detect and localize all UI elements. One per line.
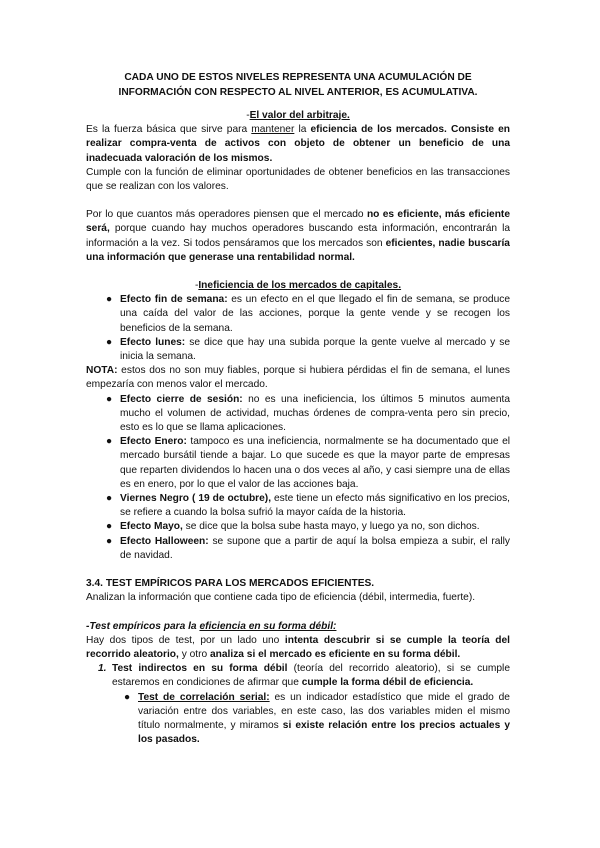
page-title: CADA UNO DE ESTOS NIVELES REPRESENTA UNA ACUMULACIÓN DE INFORMACIÓN CON RESPECTO AL NIVEL ANTERIOR, ES ACUMULATIVA. [118, 72, 478, 98]
arbitraje-heading-text: El valor del arbitraje. [249, 110, 350, 121]
nota-paragraph [86, 364, 510, 392]
item-text: es un efecto en el que llegado el fin de semana, se produce una caída del valor de las acciones, porque la gente vende y se recogen los beneficios de la semana. [120, 294, 510, 334]
item-label: Efecto Halloween: [120, 535, 209, 547]
text-run: y otro [178, 648, 210, 660]
arbitraje-paragraph-2: Cumple con la función de eliminar oportunidades de obtener beneficios en las transacciones que se realizan con los valores. [86, 166, 510, 193]
ineficiencia-list-a [86, 293, 510, 364]
item-label: Efecto fin de semana: [120, 294, 228, 306]
text-run: la [294, 124, 311, 136]
list-item [106, 293, 510, 336]
nota-text: estos dos no son muy fiables, porque si hubiera pérdidas el fin de semana, el lunes empezaría con menos valor el mercado. [86, 365, 510, 391]
arbitraje-paragraph-3 [86, 208, 510, 265]
arbitraje-heading [86, 109, 510, 123]
arbitraje-heading-prefix: - [246, 110, 250, 121]
arbitraje-paragraph-1 [86, 123, 510, 166]
item-text: este tiene un efecto más significativo en los precios, se refiere a cuando la bolsa sufrió la mayor caída de la historia. [120, 493, 510, 519]
bullet-icon: ● [106, 336, 113, 348]
section-title: 3.4. TEST EMPÍRICOS PARA LOS MERCADOS EFICIENTES. [86, 578, 375, 590]
item-label: Test indirectos en su forma débil [112, 663, 288, 675]
item-label: Efecto Mayo, [120, 521, 183, 533]
bold-run: no es eficiente, más eficiente será, [86, 209, 510, 235]
item-text: (teoría del recorrido aleatorio), si se cumple estaremos en condiciones de afirmar que [112, 663, 510, 689]
tests-paragraph [86, 634, 510, 662]
subheading-underlined: eficiencia en su forma débil: [199, 620, 337, 632]
item-text: se supone que a partir de aquí la bolsa empieza a subir, el rally de navidad. [120, 535, 510, 561]
list-item [106, 336, 510, 364]
tests-sub-list [86, 691, 510, 748]
ineficiencia-heading [86, 279, 510, 293]
bold-run: si existe relación entre los precios actuales y los pasados. [138, 719, 510, 746]
list-item [106, 435, 510, 492]
subheading-prefix: -Test empíricos para la [86, 620, 200, 632]
ineficiencia-heading-prefix: - [194, 280, 199, 292]
ineficiencia-list-b [86, 393, 510, 563]
item-text: no es una ineficiencia, los últimos 5 minutos aumenta mucho el volumen de actividad, muchas órdenes de compra-venta pero sin precio, esto es lo que se llama aplicaciones. [120, 393, 510, 434]
text-run: Hay dos tipos de test, por un lado uno [86, 634, 285, 646]
item-label: Efecto lunes: [120, 336, 186, 348]
ineficiencia-heading-text: Ineficiencia de los mercados de capitales. [198, 280, 402, 292]
item-text: tampoco es una ineficiencia, normalmente se ha documentado que el mercado bursátil tiende a bajar. Lo que sucede es que la mayor parte de empresas que reparten dividendos lo hacen una o dos veces al año, y casi siempre una de ellas es en enero, por lo que el valor de las acciones baja. [120, 436, 510, 490]
bullet-icon: ● [106, 294, 113, 306]
bold-run: intenta descubrir si se cumple la teoría del recorrido aleatorio, [86, 634, 510, 660]
bullet-icon: ● [106, 393, 113, 405]
list-item [106, 492, 510, 520]
bold-run: eficientes, nadie buscaría una información que generase una rentabilidad normal. [86, 237, 510, 263]
item-label: Efecto Enero: [120, 436, 187, 448]
list-item [106, 520, 510, 534]
tests-subheading [86, 620, 510, 634]
bullet-icon: ● [106, 521, 113, 533]
list-item [106, 393, 510, 436]
list-item [98, 662, 510, 690]
bullet-icon: ● [106, 535, 113, 547]
bullet-icon: ● [106, 493, 113, 505]
bold-run: eficiencia de los mercados. Consiste en realizar compra-venta de activos con objeto de obtener un beneficio de una inadecuada valoración de los mismos. [86, 124, 511, 164]
tests-numbered-list [86, 662, 510, 690]
item-text: se dice que la bolsa sube hasta mayo, y luego ya no, son dichos. [182, 521, 480, 533]
tests-intro: Analizan la información que contiene cada tipo de eficiencia (débil, intermedia, fuerte). [86, 592, 476, 604]
bold-run: cumple la forma débil de eficiencia. [301, 677, 474, 689]
text-run: Es la fuerza básica que sirve para [86, 124, 252, 136]
bullet-icon: ● [106, 436, 113, 448]
item-number: 1. [98, 663, 107, 675]
item-label: Viernes Negro ( 19 de octubre), [120, 493, 272, 505]
list-item [106, 535, 510, 563]
underlined-word: mantener [251, 124, 295, 136]
list-item [124, 691, 510, 748]
document-page [86, 70, 510, 747]
item-text: es un indicador estadístico que mide el grado de variación entre dos variables, en este caso, las dos variables miden el mismo título normalmente, y miramos [138, 691, 510, 731]
nota-label: NOTA: [86, 365, 118, 377]
item-label: Efecto cierre de sesión: [120, 393, 243, 405]
text-run: porque cuando hay muchos operadores buscando esta información, encontrarán la información a la vez. Si todos pensáramos que los mercados son [86, 223, 510, 249]
item-text: se dice que hay una subida porque la gente vuelve al mercado y se inicia la semana. [120, 336, 510, 363]
text-run: Por lo que cuantos más operadores piensen que el mercado [86, 209, 367, 221]
bullet-icon: ● [124, 691, 131, 703]
item-label: Test de correlación serial: [138, 691, 270, 703]
bold-run: analiza si el mercado es eficiente en su forma débil. [210, 648, 461, 660]
